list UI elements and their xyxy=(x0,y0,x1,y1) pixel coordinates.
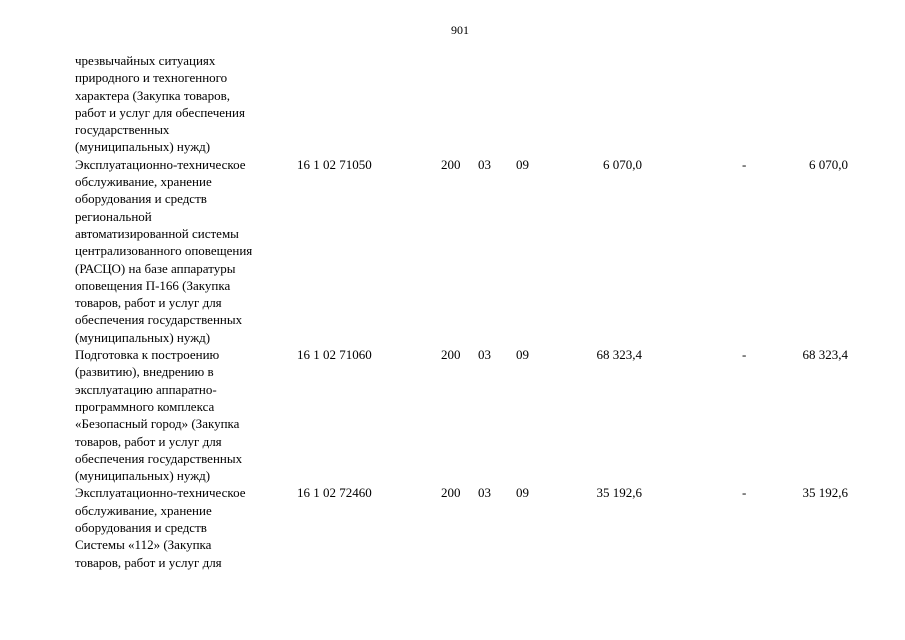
budget-table xyxy=(0,52,905,571)
row-subsection: 09 xyxy=(516,485,529,501)
row-amount-second: 68 323,4 xyxy=(802,347,848,363)
row-amount-second: 35 192,6 xyxy=(802,485,848,501)
row-amount-total: 35 192,6 xyxy=(596,485,642,501)
row-expense-type: 200 xyxy=(441,347,461,363)
table-row xyxy=(0,52,905,156)
row-description: Эксплуатационно-техническое обслуживание, хранение оборудования и средств региональной автоматизированной системы централизованного оповещения (РАСЦО) на базе аппаратуры оповещения П-166 (Закупка товаров, работ и услуг для обеспечения государственных (муниципальных) нужд) xyxy=(75,156,253,345)
row-amount-dash: - xyxy=(742,156,747,172)
row-amount-second: 6 070,0 xyxy=(809,156,848,172)
row-section: 03 xyxy=(478,156,491,172)
table-row xyxy=(0,156,905,346)
row-subsection: 09 xyxy=(516,156,529,172)
row-amount-total: 68 323,4 xyxy=(596,347,642,363)
page-number: 901 xyxy=(451,23,469,37)
row-target-code: 16 1 02 72460 xyxy=(297,485,372,501)
row-section: 03 xyxy=(478,347,491,363)
row-description: чрезвычайных ситуациях природного и техногенного характера (Закупка товаров, работ и услуг для обеспечения государственных (муниципальных) нужд) xyxy=(75,53,245,155)
row-target-code: 16 1 02 71050 xyxy=(297,156,372,172)
row-subsection: 09 xyxy=(516,347,529,363)
row-amount-dash: - xyxy=(742,347,747,363)
row-expense-type: 200 xyxy=(441,485,461,501)
row-description: Подготовка к построению (развитию), внедрению в эксплуатацию аппаратно- программного комплекса «Безопасный город» (Закупка товаров, работ и услуг для обеспечения государственных (муниципальных) нужд) xyxy=(75,347,243,484)
table-row xyxy=(0,484,905,570)
row-amount-total: 6 070,0 xyxy=(603,156,642,172)
row-expense-type: 200 xyxy=(441,156,461,172)
row-target-code: 16 1 02 71060 xyxy=(297,347,372,363)
row-amount-dash: - xyxy=(742,485,747,501)
row-section: 03 xyxy=(478,485,491,501)
table-row xyxy=(0,346,905,484)
row-description: Эксплуатационно-техническое обслуживание, хранение оборудования и средств Системы «112» (Закупка товаров, работ и услуг для xyxy=(75,485,246,570)
